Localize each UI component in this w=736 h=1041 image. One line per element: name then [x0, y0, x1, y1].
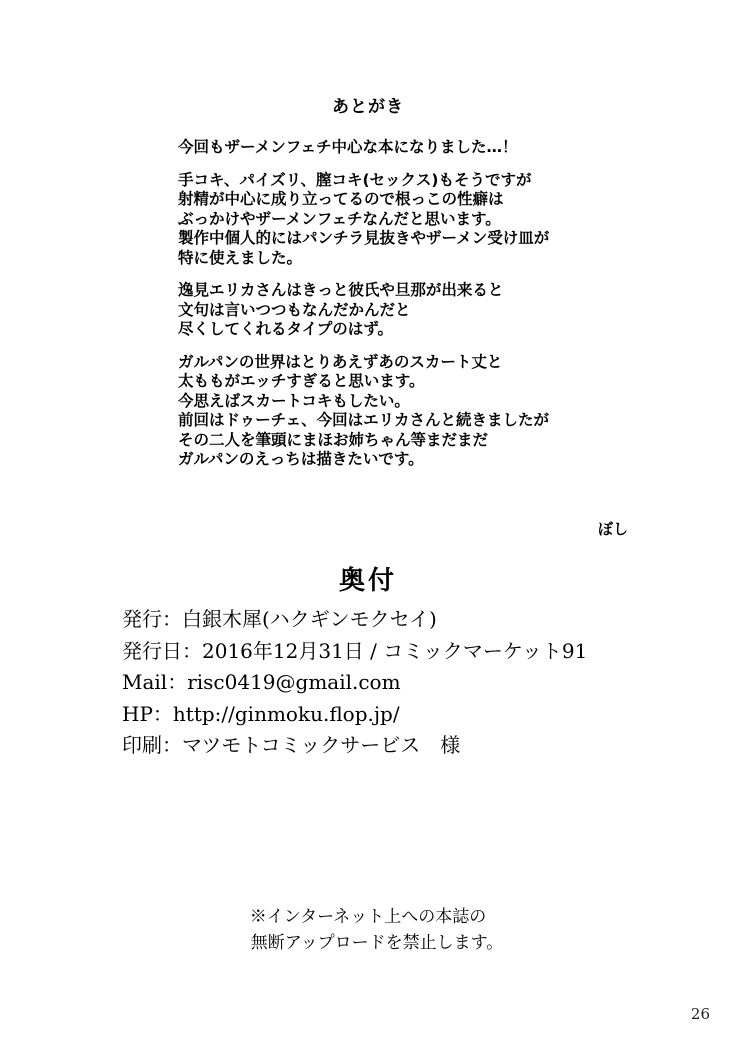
- afterword-line: ガルパンの世界はとりあえずあのスカート丈と: [178, 352, 503, 371]
- afterword-line: その二人を筆頭にまほお姉ちゃん等まだまだ: [178, 430, 489, 449]
- afterword-body: [178, 140, 608, 485]
- colophon-row-mail: Mail：risc0419@gmail.com: [122, 670, 401, 695]
- afterword-paragraph: [178, 352, 608, 468]
- afterword-line: 特に使えました。: [178, 248, 303, 267]
- afterword-line: ガルパンのえっちは描きたいです。: [178, 450, 424, 468]
- afterword-paragraph: [178, 140, 608, 156]
- afterword-line: 逸見エリカさんはきっと彼氏や旦那が出来ると: [178, 281, 504, 299]
- colophon-heading: 奥付: [338, 566, 397, 596]
- afterword-paragraph: [178, 170, 608, 267]
- colophon-list: [122, 605, 682, 763]
- afterword-line: 今思えばスカートコキもしたい。: [178, 391, 410, 410]
- afterword-paragraph: [178, 283, 608, 338]
- afterword-line: 射精が中心に成り立ってるので根っこの性癖は: [178, 190, 504, 208]
- colophon-row-homepage: HP：http://ginmoku.flop.jp/: [122, 701, 400, 726]
- page-number: 26: [690, 1005, 710, 1023]
- author-signature: ぼし: [598, 520, 629, 538]
- afterword-heading: あとがき: [332, 97, 404, 117]
- afterword-line: 文句は言いつつもなんだかんだと: [178, 300, 411, 319]
- afterword-line: 製作中個人的にはパンチラ見抜きやザーメン受け皿が: [178, 229, 550, 247]
- upload-prohibition-notice: [0, 905, 736, 956]
- afterword-line: 今回もザーメンフェチ中心な本になりました…！: [178, 138, 518, 156]
- colophon-row-publish-date: 発行日：2016年12月31日 / コミックマーケット91: [122, 638, 588, 663]
- notice-line: ※インターネット上への本誌の: [249, 907, 487, 927]
- afterword-line: 手コキ、パイズリ、膣コキ(セックス)もそうですが: [178, 170, 532, 189]
- afterword-line: ぶっかけやザーメンフェチなんだと思います。: [178, 209, 501, 228]
- colophon-row-publisher: 発行：白銀木犀(ハクギンモクセイ): [122, 607, 437, 631]
- afterword-line: 尽くしてくれるタイプのはず。: [178, 320, 393, 338]
- afterword-line: 前回はドゥーチェ、今回はエリカさんと続きましたが: [178, 411, 549, 429]
- colophon-row-printer: 印刷：マツモトコミックサービス 様: [122, 733, 461, 758]
- afterword-line: 太ももがエッチすぎると思います。: [178, 372, 425, 390]
- notice-line: 無断アップロードを禁止します。: [250, 932, 504, 953]
